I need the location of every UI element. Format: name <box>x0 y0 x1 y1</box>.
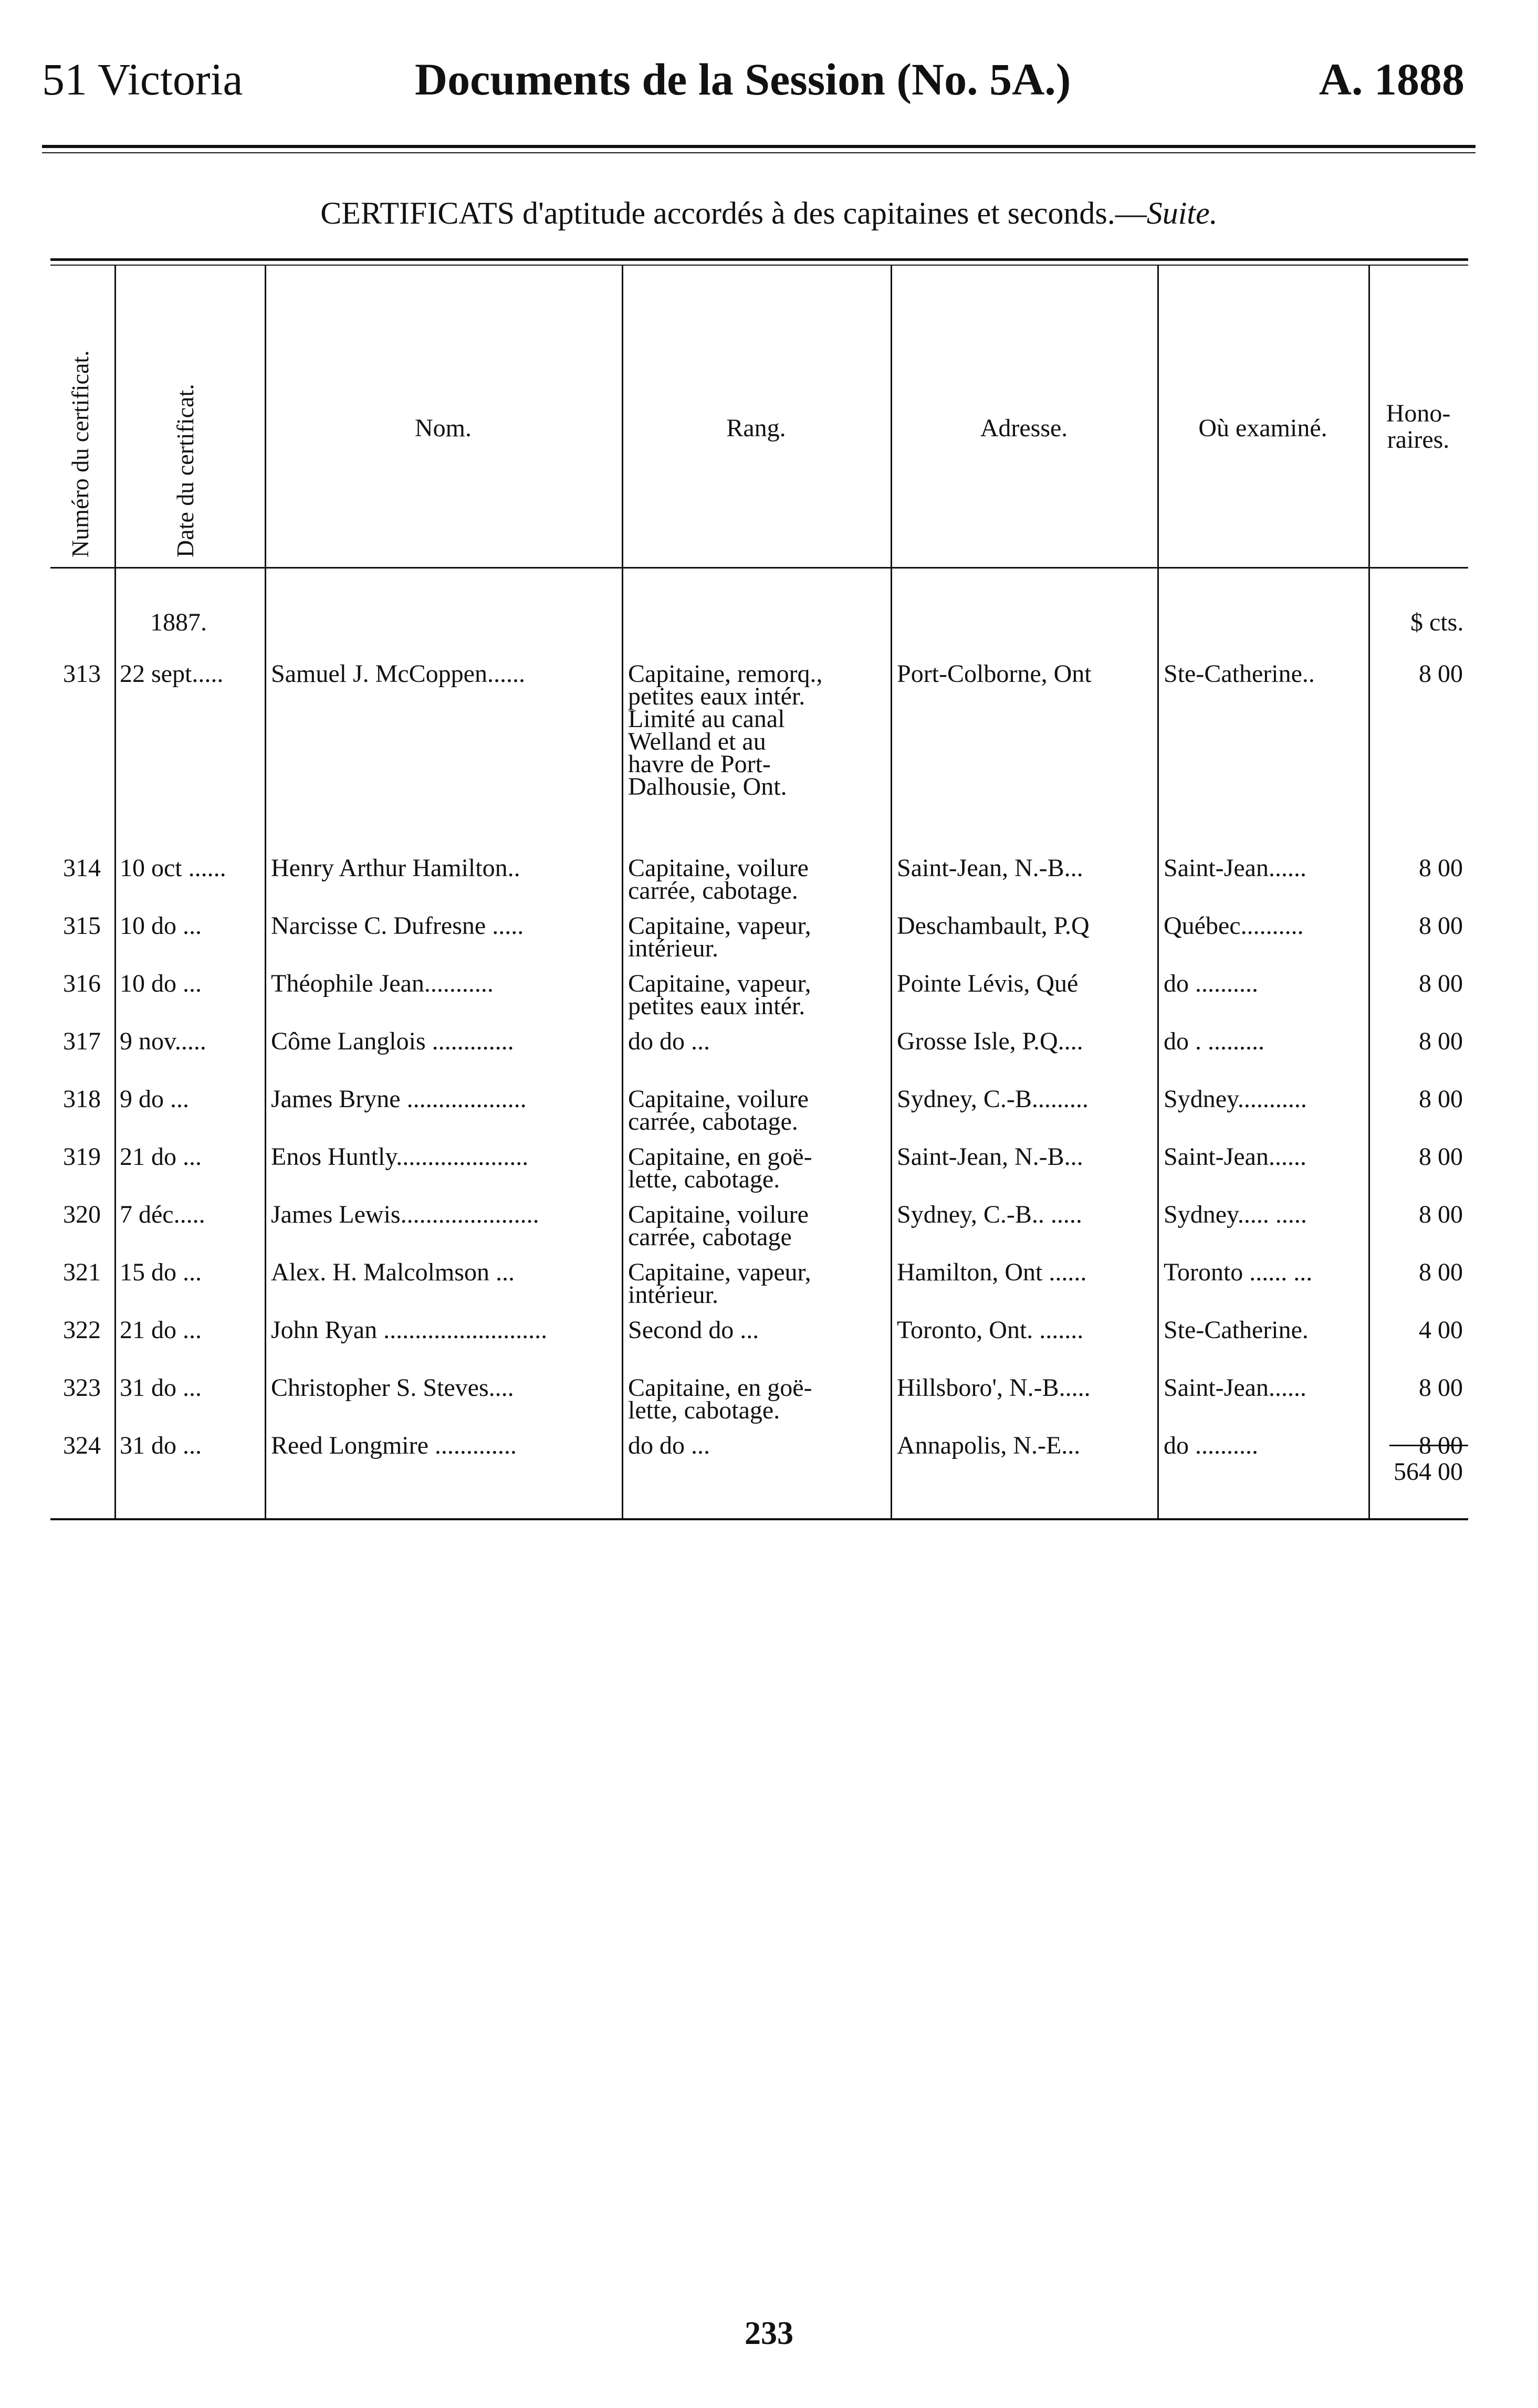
row-date: 9 nov..... <box>120 1027 206 1055</box>
row-rang-line: Capitaine, voilure <box>628 1085 809 1113</box>
row-adresse: Grosse Isle, P.Q.... <box>897 1027 1083 1055</box>
row-rang-line: do do ... <box>628 1432 710 1459</box>
col-header-date: Date du certificat. <box>172 384 198 558</box>
table-top-rule <box>50 258 1468 261</box>
row-adresse: Sydney, C.-B.. ..... <box>897 1201 1082 1228</box>
row-number: 322 <box>63 1316 101 1344</box>
row-rang <box>628 1027 891 1055</box>
row-nom: Narcisse C. Dufresne ..... <box>271 912 524 940</box>
row-rang <box>628 1201 891 1251</box>
row-nom: Samuel J. McCoppen...... <box>271 660 525 688</box>
row-rang-line: carrée, cabotage <box>628 1223 792 1251</box>
row-ou-examine: Sydney........... <box>1164 1085 1307 1113</box>
col-rule-5 <box>1157 266 1159 1518</box>
row-rang-line: carrée, cabotage. <box>628 877 798 905</box>
col-header-ou: Où examiné. <box>1198 414 1327 442</box>
row-number: 324 <box>63 1432 101 1459</box>
col-rule-1 <box>114 266 116 1518</box>
row-honoraires: 8 00 <box>1419 1085 1463 1113</box>
row-rang-line: Capitaine, remorq., <box>628 660 823 688</box>
row-ou-examine: do .......... <box>1164 970 1258 997</box>
row-number: 321 <box>63 1258 101 1286</box>
row-number: 315 <box>63 912 101 940</box>
row-date: 31 do ... <box>120 1374 202 1402</box>
row-date: 7 déc..... <box>120 1201 205 1228</box>
row-rang-line: Capitaine, vapeur, <box>628 1258 811 1286</box>
row-rang-line: Capitaine, vapeur, <box>628 970 811 997</box>
row-honoraires: 8 00 <box>1419 912 1463 940</box>
row-ou-examine: Saint-Jean...... <box>1164 1374 1306 1402</box>
row-date: 21 do ... <box>120 1316 202 1344</box>
year-label: 1887. <box>150 608 207 636</box>
row-rang-line: petites eaux intér. <box>628 682 805 710</box>
row-date: 9 do ... <box>120 1085 189 1113</box>
row-number: 313 <box>63 660 101 688</box>
row-honoraires: 8 00 <box>1419 1027 1463 1055</box>
row-rang <box>628 914 891 960</box>
row-rang-line: Capitaine, vapeur, <box>628 912 811 940</box>
row-adresse: Port-Colborne, Ont <box>897 660 1092 688</box>
row-rang <box>628 660 891 801</box>
certificates-table <box>50 258 1468 1529</box>
header-right: A. 1888 <box>1319 54 1464 104</box>
row-adresse: Annapolis, N.-E... <box>897 1432 1081 1459</box>
row-rang <box>628 1316 891 1344</box>
row-date: 10 oct ...... <box>120 854 226 882</box>
table-title-main: CERTIFICATS d'aptitude accordés à des capitaines et seconds.— <box>320 196 1147 230</box>
col-header-honoraires-1: Hono- <box>1386 399 1451 427</box>
row-date: 31 do ... <box>120 1432 202 1459</box>
row-nom: Théophile Jean........... <box>271 970 494 997</box>
row-date: 15 do ... <box>120 1258 202 1286</box>
row-rang-line: do do ... <box>628 1027 710 1055</box>
header-rule-thick <box>42 145 1476 148</box>
row-nom: Côme Langlois ............. <box>271 1027 514 1055</box>
table-title <box>0 195 1538 232</box>
row-rang-line: intérieur. <box>628 934 718 962</box>
row-nom: Enos Huntly..................... <box>271 1143 529 1171</box>
row-honoraires: 4 00 <box>1419 1316 1463 1344</box>
row-rang-line: Limité au canal <box>628 705 785 733</box>
row-rang-line: petites eaux intér. <box>628 992 805 1020</box>
col-header-adresse: Adresse. <box>980 414 1068 442</box>
header-center: Documents de la Session (No. 5A.) <box>415 54 1071 104</box>
row-adresse: Saint-Jean, N.-B... <box>897 1143 1083 1171</box>
honoraires-top-rule <box>1389 567 1468 569</box>
row-ou-examine: Toronto ...... ... <box>1164 1258 1313 1286</box>
row-ou-examine: do .......... <box>1164 1432 1258 1459</box>
row-rang <box>628 1434 891 1457</box>
col-rule-2 <box>265 266 266 1518</box>
col-header-numero: Numéro du certificat. <box>67 350 93 558</box>
row-rang <box>628 1145 891 1191</box>
row-honoraires: 8 00 <box>1419 1201 1463 1228</box>
row-adresse: Hamilton, Ont ...... <box>897 1258 1087 1286</box>
row-nom: James Bryne ................... <box>271 1085 527 1113</box>
row-ou-examine: Ste-Catherine. <box>1164 1316 1309 1344</box>
row-honoraires: 8 00 <box>1419 854 1463 882</box>
row-adresse: Sydney, C.-B......... <box>897 1085 1089 1113</box>
row-nom: Henry Arthur Hamilton.. <box>271 854 520 882</box>
row-honoraires: 8 00 <box>1419 1143 1463 1171</box>
row-rang-line: Capitaine, voilure <box>628 1201 809 1228</box>
col-header-nom: Nom. <box>415 414 472 442</box>
table-top-rule-2 <box>50 265 1468 266</box>
row-rang-line: lette, cabotage. <box>628 1396 780 1424</box>
row-rang <box>628 970 891 1020</box>
row-nom: Alex. H. Malcolmson ... <box>271 1258 515 1286</box>
row-rang-line: Capitaine, en goë- <box>628 1143 812 1171</box>
row-rang-line: intérieur. <box>628 1281 718 1309</box>
row-rang <box>628 1376 891 1422</box>
row-number: 318 <box>63 1085 101 1113</box>
row-honoraires: 8 00 <box>1419 1374 1463 1402</box>
row-rang-line: Capitaine, en goë- <box>628 1374 812 1402</box>
row-nom: Christopher S. Steves.... <box>271 1374 514 1402</box>
row-number: 319 <box>63 1143 101 1171</box>
row-adresse: Deschambault, P.Q <box>897 912 1090 940</box>
row-rang-line: Dalhousie, Ont. <box>628 773 787 801</box>
row-date: 10 do ... <box>120 970 202 997</box>
row-rang <box>628 854 891 905</box>
row-number: 320 <box>63 1201 101 1228</box>
row-nom: James Lewis...................... <box>271 1201 539 1228</box>
table-title-suite: Suite. <box>1146 196 1218 230</box>
row-date: 21 do ... <box>120 1143 202 1171</box>
row-number: 316 <box>63 970 101 997</box>
row-date: 22 sept..... <box>120 660 224 688</box>
row-adresse: Pointe Lévis, Qué <box>897 970 1079 997</box>
header-rule-thin <box>42 152 1476 153</box>
row-ou-examine: Sydney..... ..... <box>1164 1201 1307 1228</box>
currency-label: $ cts. <box>1410 608 1464 636</box>
row-rang <box>628 1258 891 1309</box>
row-rang <box>628 1085 891 1135</box>
row-honoraires: 8 00 <box>1419 970 1463 997</box>
col-rule-3 <box>622 266 623 1518</box>
row-number: 323 <box>63 1374 101 1402</box>
row-number: 317 <box>63 1027 101 1055</box>
total-amount: 564 00 <box>1394 1458 1463 1486</box>
row-adresse: Saint-Jean, N.-B... <box>897 854 1083 882</box>
row-rang-line: havre de Port- <box>628 750 771 778</box>
row-rang-line: lette, cabotage. <box>628 1165 780 1193</box>
row-date: 10 do ... <box>120 912 202 940</box>
row-ou-examine: do . ......... <box>1164 1027 1264 1055</box>
row-rang-line: Capitaine, voilure <box>628 854 809 882</box>
row-nom: John Ryan .......................... <box>271 1316 548 1344</box>
row-ou-examine: Saint-Jean...... <box>1164 854 1306 882</box>
col-header-rang: Rang. <box>726 414 786 442</box>
row-rang-line: carrée, cabotage. <box>628 1108 798 1135</box>
row-number: 314 <box>63 854 101 882</box>
page-number: 233 <box>745 2316 793 2351</box>
header-left: 51 Victoria <box>42 54 243 104</box>
table-bottom-rule <box>50 1518 1468 1520</box>
row-rang-line: Second do ... <box>628 1316 759 1344</box>
row-honoraires: 8 00 <box>1419 660 1463 688</box>
row-honoraires: 8 00 <box>1419 1432 1463 1459</box>
col-header-honoraires-2: raires. <box>1387 426 1450 454</box>
row-honoraires: 8 00 <box>1419 1258 1463 1286</box>
row-ou-examine: Ste-Catherine.. <box>1164 660 1315 688</box>
header-bottom-rule <box>50 567 1468 569</box>
row-nom: Reed Longmire ............. <box>271 1432 517 1459</box>
row-adresse: Toronto, Ont. ....... <box>897 1316 1084 1344</box>
row-rang-line: Welland et au <box>628 728 766 755</box>
row-ou-examine: Québec.......... <box>1164 912 1304 940</box>
row-ou-examine: Saint-Jean...... <box>1164 1143 1306 1171</box>
row-adresse: Hillsboro', N.-B..... <box>897 1374 1091 1402</box>
col-rule-4 <box>891 266 892 1518</box>
